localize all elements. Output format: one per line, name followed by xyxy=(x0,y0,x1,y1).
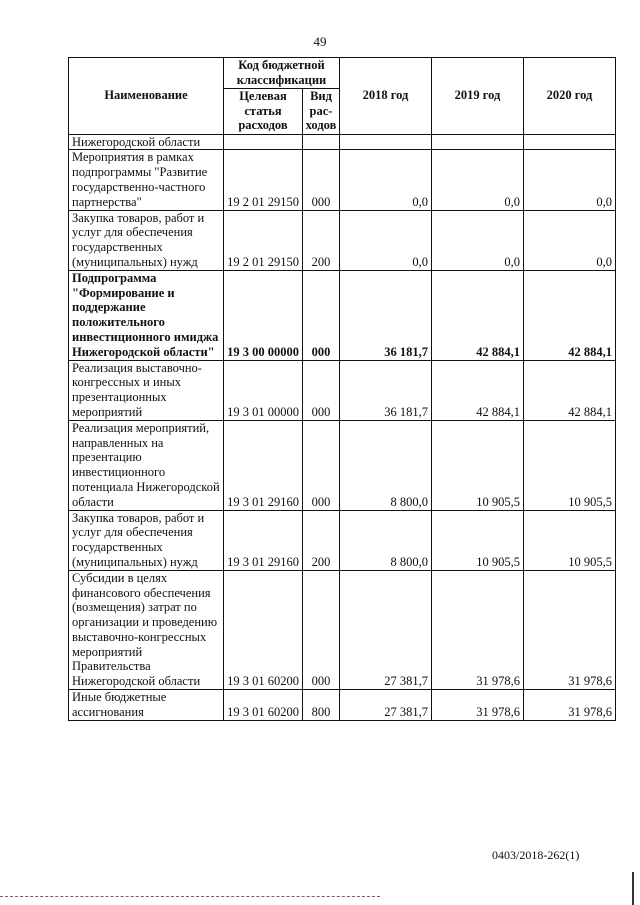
cell-2019: 31 978,6 xyxy=(432,570,524,689)
cell-name: Подпрограмма "Формирование и поддержание положительного инвестиционного имиджа Нижегородской области" xyxy=(69,270,224,360)
cell-expense-type: 000 xyxy=(303,570,340,689)
cell-2020: 42 884,1 xyxy=(524,270,616,360)
cell-2020: 10 905,5 xyxy=(524,420,616,510)
cell-2018 xyxy=(340,134,432,150)
cell-name: Закупка товаров, работ и услуг для обеспечения государственных (муниципальных) нужд xyxy=(69,210,224,270)
header-target-article: Целевая статья расходов xyxy=(224,88,303,134)
scan-edge-mark xyxy=(632,872,634,905)
header-budget-code: Код бюджетной классификации xyxy=(224,58,340,89)
table-row xyxy=(69,360,616,420)
page-number: 49 xyxy=(313,34,327,49)
cell-name: Закупка товаров, работ и услуг для обеспечения государственных (муниципальных) нужд xyxy=(69,510,224,570)
cell-2018: 27 381,7 xyxy=(340,570,432,689)
cell-name: Мероприятия в рамках подпрограммы "Развитие государственно-частного партнерства" xyxy=(69,150,224,210)
cell-target-article: 19 2 01 29150 xyxy=(224,150,303,210)
table-row xyxy=(69,210,616,270)
cell-name: Иные бюджетные ассигнования xyxy=(69,690,224,721)
cell-target-article xyxy=(224,134,303,150)
table-row xyxy=(69,420,616,510)
cell-2020: 31 978,6 xyxy=(524,570,616,689)
cell-expense-type: 200 xyxy=(303,210,340,270)
cell-target-article: 19 3 01 60200 xyxy=(224,690,303,721)
document-code: 0403/2018-262(1) xyxy=(492,848,580,862)
header-name: Наименование xyxy=(69,58,224,135)
cell-2019: 0,0 xyxy=(432,210,524,270)
cell-target-article: 19 3 01 29160 xyxy=(224,420,303,510)
cell-expense-type: 800 xyxy=(303,690,340,721)
cell-2019 xyxy=(432,134,524,150)
cell-2020: 0,0 xyxy=(524,150,616,210)
header-2019: 2019 год xyxy=(432,58,524,135)
cell-expense-type: 000 xyxy=(303,270,340,360)
cell-2018: 8 800,0 xyxy=(340,510,432,570)
cell-2019: 0,0 xyxy=(432,150,524,210)
cell-2020: 10 905,5 xyxy=(524,510,616,570)
cell-name: Реализация выставочно-конгрессных и иных презентационных мероприятий xyxy=(69,360,224,420)
table-row xyxy=(69,570,616,689)
header-2018: 2018 год xyxy=(340,58,432,135)
cell-2020 xyxy=(524,134,616,150)
cell-target-article: 19 3 00 00000 xyxy=(224,270,303,360)
cell-expense-type xyxy=(303,134,340,150)
cell-target-article: 19 3 01 29160 xyxy=(224,510,303,570)
cell-2019: 10 905,5 xyxy=(432,420,524,510)
footer-divider xyxy=(0,896,380,897)
header-2020: 2020 год xyxy=(524,58,616,135)
cell-2020: 31 978,6 xyxy=(524,690,616,721)
cell-2020: 0,0 xyxy=(524,210,616,270)
cell-2018: 8 800,0 xyxy=(340,420,432,510)
cell-expense-type: 000 xyxy=(303,150,340,210)
cell-name: Реализация мероприятий, направленных на презентацию инвестиционного потенциала Нижегородской области xyxy=(69,420,224,510)
cell-2018: 27 381,7 xyxy=(340,690,432,721)
cell-2018: 36 181,7 xyxy=(340,270,432,360)
cell-2019: 42 884,1 xyxy=(432,270,524,360)
table-body xyxy=(69,134,616,720)
cell-target-article: 19 3 01 00000 xyxy=(224,360,303,420)
cell-2018: 0,0 xyxy=(340,150,432,210)
cell-name: Субсидии в целях финансового обеспечения (возмещения) затрат по организации и проведению выставочно-конгрессных мероприятий Правительства Нижегородской области xyxy=(69,570,224,689)
table-row xyxy=(69,690,616,721)
table-row xyxy=(69,270,616,360)
cell-2018: 0,0 xyxy=(340,210,432,270)
cell-name: Нижегородской области xyxy=(69,134,224,150)
cell-2020: 42 884,1 xyxy=(524,360,616,420)
cell-target-article: 19 2 01 29150 xyxy=(224,210,303,270)
budget-table xyxy=(68,57,616,721)
table-row xyxy=(69,150,616,210)
cell-2018: 36 181,7 xyxy=(340,360,432,420)
table-row xyxy=(69,510,616,570)
table-row xyxy=(69,134,616,150)
cell-expense-type: 200 xyxy=(303,510,340,570)
cell-2019: 31 978,6 xyxy=(432,690,524,721)
cell-expense-type: 000 xyxy=(303,360,340,420)
cell-2019: 42 884,1 xyxy=(432,360,524,420)
header-expense-type: Вид рас-ходов xyxy=(303,88,340,134)
cell-2019: 10 905,5 xyxy=(432,510,524,570)
cell-target-article: 19 3 01 60200 xyxy=(224,570,303,689)
cell-expense-type: 000 xyxy=(303,420,340,510)
